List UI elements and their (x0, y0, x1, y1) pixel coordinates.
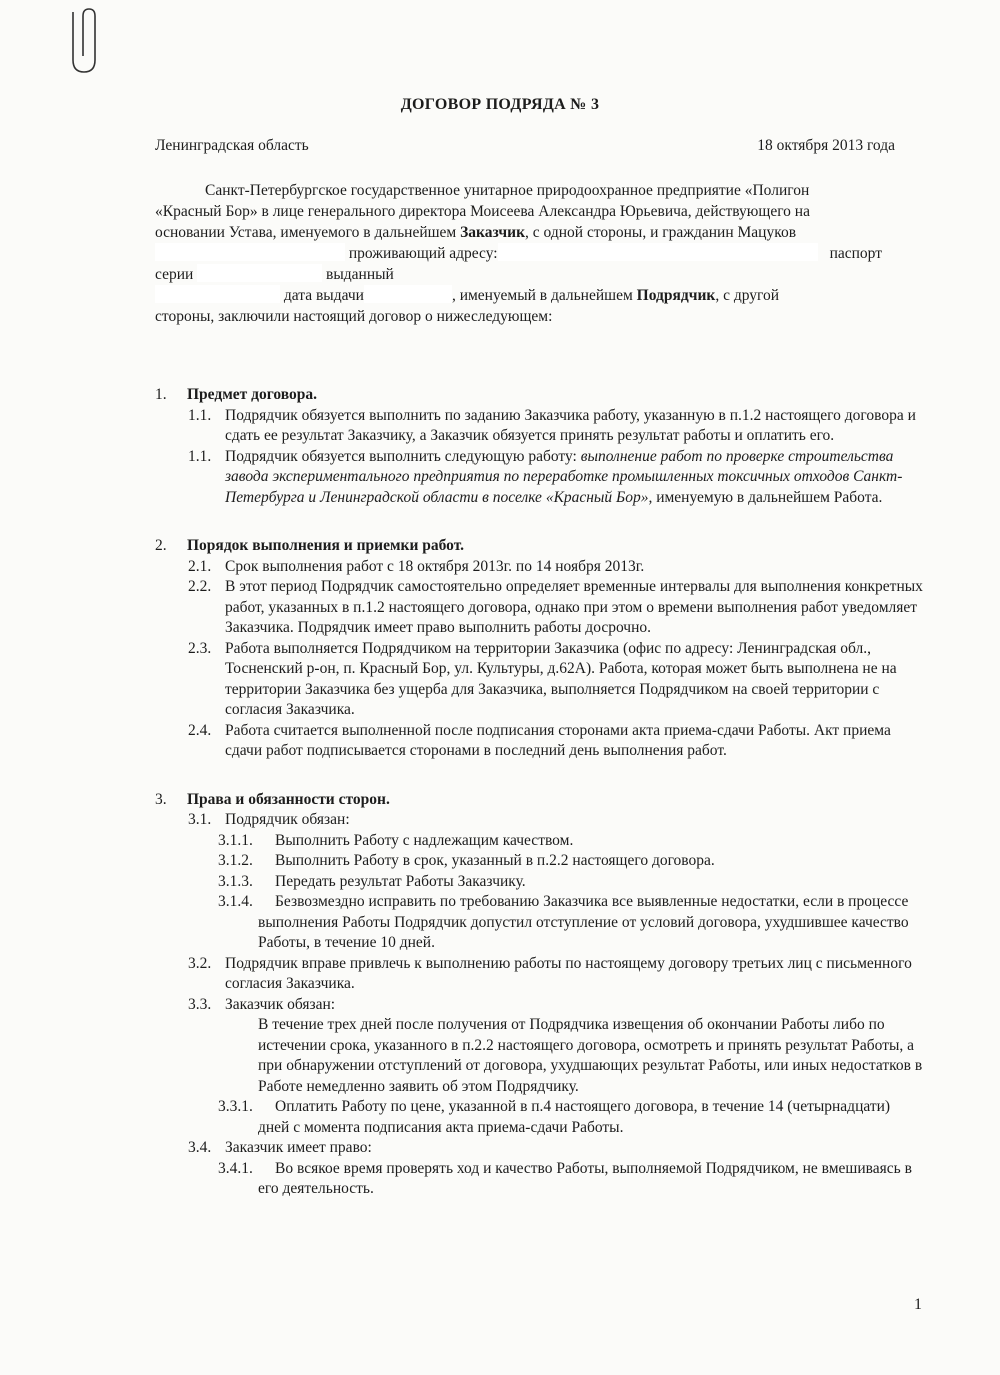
clause (155, 447, 925, 509)
redacted-block (364, 285, 452, 303)
clause-text: Передать результат Работы Заказчику. (275, 872, 526, 890)
clause-text: Подрядчик обязан: (225, 811, 350, 828)
clause-number: 2.4. (188, 721, 212, 739)
intro-paragraph (155, 180, 917, 327)
section-2 (155, 536, 925, 762)
subclause (155, 892, 925, 954)
clause-number: 3.1. (188, 811, 212, 828)
paper-clip-icon (63, 8, 105, 78)
clause (155, 721, 925, 762)
clause-number: 3.3.1. (218, 1098, 253, 1115)
section-3 (155, 790, 925, 1200)
intro-line: Санкт-Петербургское государственное унитарное природоохранное предприятие «Полигон (205, 182, 810, 199)
section-number: 2. (155, 537, 167, 554)
clause-text: Срок выполнения работ с 18 октября 2013г. по 14 ноября 2013г. (225, 557, 645, 575)
clause-number: 2.2. (188, 578, 212, 595)
section-number: 3. (155, 790, 167, 808)
clause (155, 557, 925, 578)
clause-paragraph: В течение трех дней после получения от Подрядчика извещения об окончании Работы либо по истечении срока, указанного в п.2.2 настоящего договора, осмотреть и принять результат Работы, а при обнаружении отступлений от договора, ухудшающих результат Работы, или иных недостатков в Работе немедленно заявить об этом Подрядчику. (258, 1016, 923, 1095)
section-1 (155, 385, 925, 508)
clause-text: Подрядчик обязуется выполнить следующую работу: (225, 447, 581, 465)
clause-text: Во всякое время проверять ход и качество Работы, выполняемой Подрядчиком, не вмешиваясь в его деятельность. (258, 1159, 912, 1197)
intro-line: «Красный Бор» в лице генерального директора Моисеева Александра Юрьевича, действующего на (155, 203, 810, 220)
clause-number: 3.1.4. (218, 893, 253, 910)
subclause (155, 872, 925, 893)
customer-term: Заказчик (460, 224, 526, 241)
clause (155, 954, 925, 995)
subclause (155, 851, 925, 872)
intro-line: проживающий адресу: (348, 245, 498, 262)
redacted-block (498, 243, 818, 261)
subclause (155, 1097, 925, 1138)
clause (155, 810, 925, 831)
clause (155, 995, 925, 1016)
document-date: 18 октября 2013 года (757, 137, 895, 154)
clause-text: Подрядчик вправе привлечь к выполнению работы по настоящему договору третьих лиц с письменного согласия Заказчика. (225, 954, 912, 992)
clause (155, 639, 925, 721)
subclause (155, 831, 925, 852)
intro-line: паспорт (829, 245, 882, 262)
clause-text: В этот период Подрядчик самостоятельно определяет временные интервалы для выполнения конкретных работ, указанных в п.1.2 настоящего договора, однако при этом о времени выполнения работ уведомляет Заказчика. Подрядчик имеет право выполнить работы досрочно. (225, 578, 923, 636)
section-number: 1. (155, 386, 167, 403)
clause-number: 3.1.2. (218, 852, 253, 869)
clause-text: Работа считается выполненной после подписания сторонами акта приема-сдачи Работы. Акт приема сдачи работ подписывается сторонами в последний день выполнения работ. (225, 721, 891, 759)
clause-text: Безвозмездно исправить по требованию Заказчика все выявленные недостатки, если в процессе выполнения Работы Подрядчик допустил отступление от условий договора, ухудшившее качество Работы, в течение 10 дней. (258, 893, 909, 951)
document-title: ДОГОВОР ПОДРЯДА № 3 (400, 96, 600, 113)
clause-number: 2.3. (188, 639, 212, 657)
clause (155, 406, 925, 447)
section-title: Порядок выполнения и приемки работ. (187, 537, 465, 554)
clause-number: 3.1.3. (218, 872, 253, 890)
clause-number: 1.1. (188, 447, 212, 465)
intro-line: , именуемый в дальнейшем (451, 287, 637, 304)
intro-line: серии (155, 266, 194, 283)
clause-number: 3.4.1. (218, 1159, 253, 1177)
redacted-block (155, 285, 280, 303)
clause-number: 3.2. (188, 954, 212, 972)
section-title: Предмет договора. (187, 386, 317, 403)
redacted-block (155, 243, 345, 261)
clause-number: 3.3. (188, 995, 212, 1013)
page-number: 1 (914, 1296, 922, 1313)
subclause (155, 1159, 925, 1200)
section-heading (155, 790, 925, 811)
intro-line: дата выдачи (283, 287, 364, 304)
clause-number: 1.1. (188, 406, 212, 424)
intro-line: , с одной стороны, и гражданин Мацуков (525, 224, 797, 241)
contractor-term: Подрядчик (636, 287, 716, 304)
clause-text: Заказчик обязан: (225, 995, 336, 1013)
clause-text: Выполнить Работу с надлежащим качеством. (275, 831, 574, 849)
clause (155, 1138, 925, 1159)
intro-line: основании Устава, именуемого в дальнейшем (155, 224, 461, 241)
contract-body (155, 385, 925, 1220)
clause-text: Заказчик имеет право: (225, 1139, 372, 1156)
clause-text: Выполнить Работу в срок, указанный в п.2.2 настоящего договора. (275, 852, 715, 869)
clause-number: 3.4. (188, 1139, 212, 1156)
redacted-block (197, 264, 322, 282)
clause-text: Подрядчик обязуется выполнить по заданию Заказчика работу, указанную в п.1.2 настоящего договора и сдать ее результат Заказчику, а Заказчик обязуется принять результат работы и оплатить его. (225, 406, 916, 444)
clause-text: именуемую в дальнейшем Работа. (652, 488, 883, 506)
section-title: Права и обязанности сторон. (187, 790, 390, 808)
intro-line: стороны, заключили настоящий договор о нижеследующем: (155, 308, 553, 325)
section-heading (155, 536, 925, 557)
clause (155, 577, 925, 639)
clause-number: 3.1.1. (218, 831, 253, 849)
section-heading (155, 385, 925, 406)
clause-number: 2.1. (188, 557, 212, 575)
clause-text: Оплатить Работу по цене, указанной в п.4 настоящего договора, в течение 14 (четырнадцати) дней с момента подписания акта приема-сдачи Работы. (258, 1098, 891, 1136)
clause-text: Работа выполняется Подрядчиком на территории Заказчика (офис по адресу: Ленинградская обл., Тосненский р-он, п. Красный Бор, ул. Культуры, д.62А). Работа, которая может быть выполнена не на территории Заказчика без ущерба для Заказчика, выполняется Подрядчиком на своей территории с согласия Заказчика. (225, 639, 897, 718)
intro-line: , с другой (715, 287, 780, 304)
document-place: Ленинградская область (155, 137, 309, 154)
work-description: выполнение работ по проверке строительства завода экспериментального предприятия по переработке промышленных токсичных отходов Санкт-Петербурга и Ленинградской области в поселке «Красный Бор», (225, 447, 903, 506)
intro-line: выданный (326, 266, 394, 283)
